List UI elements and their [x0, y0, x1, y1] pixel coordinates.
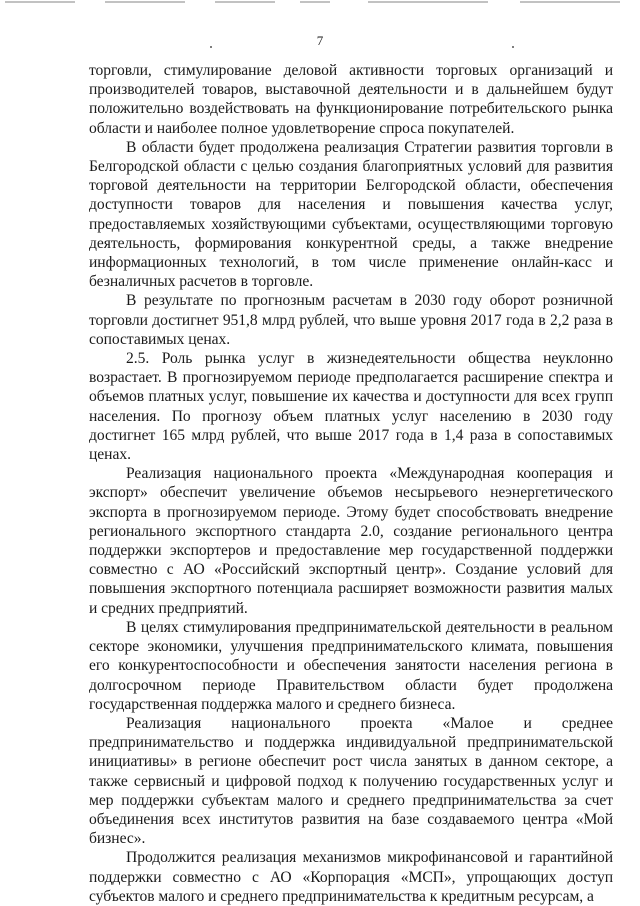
paragraph-retail-forecast: В результате по прогнозным расчетам в 2030 году оборот розничной торговли достигнет 951,8 млрд рублей, что выше уровня 2017 года в 2,2 раза в сопоставимых ценах. [89, 292, 613, 348]
paragraph-continuation: торговли, стимулирование деловой активности торговых организаций и производителей товаров, выставочной деятельности и в дальнейшем будут положительно воздействовать на функционирование потребительского рынка области и наиболее полное удовлетворение спроса покупателей. [89, 62, 613, 137]
paragraph-microfinance: Продолжится реализация механизмов микрофинансовой и гарантийной поддержки совместно с АО «Корпорация «МСП», упрощающих доступ субъектов малого и среднего предпринимательства к кредитным ресурсам, а [89, 849, 613, 905]
paragraph-sme-project: Реализация национального проекта «Малое и среднее предпринимательство и поддержка индивидуальной предпринимательской инициативы» в регионе обеспечит рост числа занятых в данном секторе, а также сервисный и цифровой подход к получению государственных услуг и мер поддержки субъектам малого и среднего предпринимательства за счет объединения всех институтов развития на базе создаваемого центра «Мой бизнес». [89, 714, 613, 848]
paragraph-trade-strategy: В области будет продолжена реализация Стратегии развития торговли в Белгородской области с целью создания благоприятных условий для развития торговой деятельности на территории Белгородской области, обеспечения доступности товаров для населения и повышения качества услуг, предоставляемых хозяйствующими субъектами, осуществляющими торговую деятельность, формирования конкурентной среды, а также внедрение информационных технологий, в том числе применение онлайн-касс и безналичных расчетов в торговле. [89, 138, 613, 291]
paragraph-business-support: В целях стимулирования предпринимательской деятельности в реальном секторе экономики, улучшения предпринимательского климата, повышения его конкурентоспособности и обеспечения занятости населения региона в долгосрочном периоде Правительством области будет продолжена государственная поддержка малого и среднего бизнеса. [89, 618, 613, 713]
document-body [89, 61, 613, 906]
scan-edge-artifact [0, 0, 640, 6]
paragraph-services-market: 2.5. Роль рынка услуг в жизнедеятельности общества неуклонно возрастает. В прогнозируемом периоде предполагается расширение спектра и объемов платных услуг, повышение их качества и доступности для всех групп населения. По прогнозу объем платных услуг населению в 2030 году достигнет 165 млрд рублей, что выше 2017 года в 1,4 раза в сопоставимых ценах. [89, 350, 613, 464]
paragraph-export-project: Реализация национального проекта «Международная кооперация и экспорт» обеспечит увеличение объемов несырьевого неэнергетического экспорта в прогнозируемом периоде. Этому будет способствовать внедрение регионального экспортного стандарта 2.0, создание регионального центра поддержки экспортеров и предоставление мер государственной поддержки совместно с АО «Российский экспортный центр». Создание условий для повышения экспортного потенциала расширяет возможности развития малых и средних предприятий. [89, 465, 613, 617]
page-number: 7 [316, 33, 324, 48]
